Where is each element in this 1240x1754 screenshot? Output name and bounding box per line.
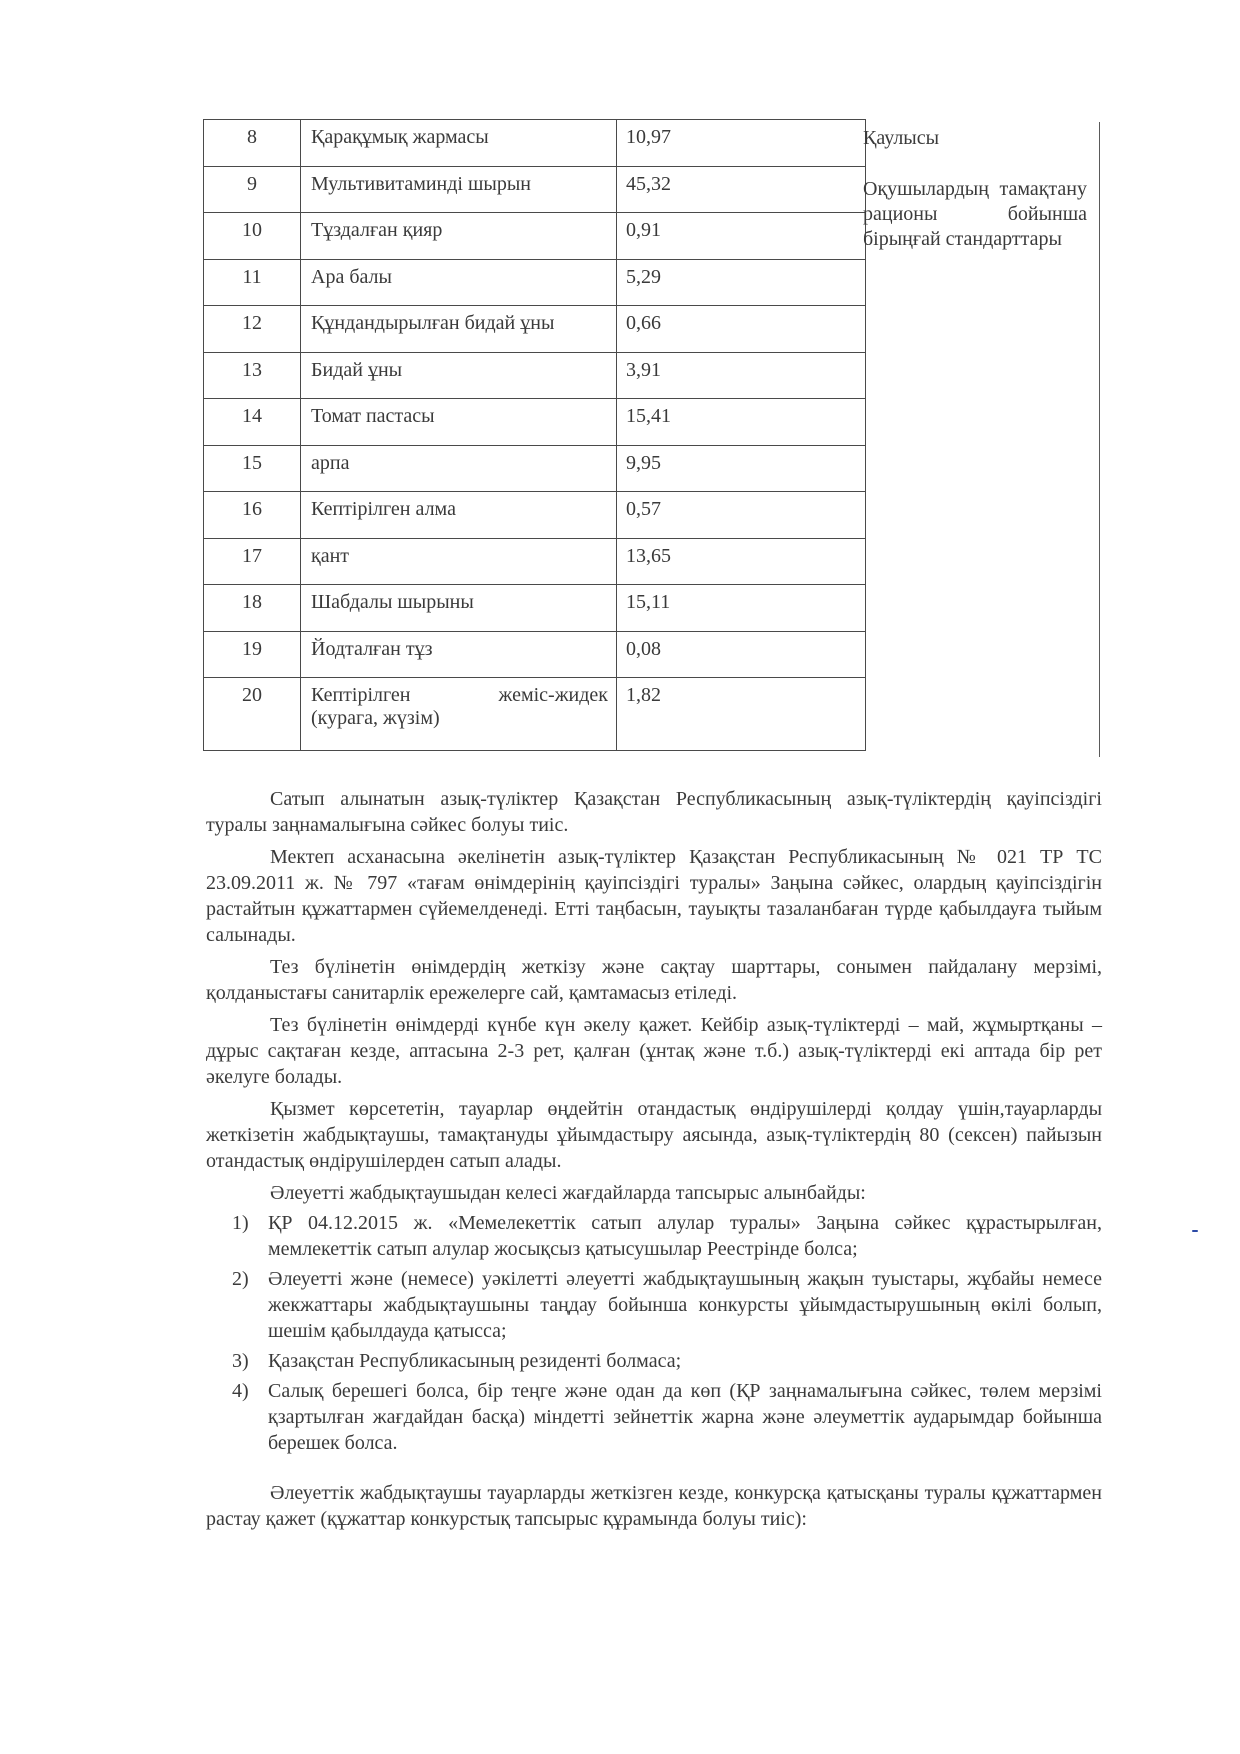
product-value: 13,65 [617,538,866,585]
row-number: 9 [204,166,301,213]
row-number: 11 [204,259,301,306]
table-row [204,213,866,260]
paragraph: Тез бүлінетін өнімдерді күнбе күн әкелу қажет. Кейбір азық-түліктерді – май, жұмыртқаны – дұрыс сақтаған кезде, аптасына 2-3 рет, қалған (ұнтақ және т.б.) азық-түліктерді екі аптада бір рет әкелуге болады. [206,1014,1102,1088]
table-row [204,120,866,167]
product-value: 15,41 [617,399,866,446]
product-name: Қарақұмық жармасы [301,120,617,167]
product-name: қант [301,538,617,585]
product-value: 15,11 [617,585,866,632]
row-number: 20 [204,678,301,751]
row-number: 14 [204,399,301,446]
product-name [301,678,617,751]
product-value: 45,32 [617,166,866,213]
list-marker: 2) [232,1268,249,1290]
list-item [206,1266,1102,1344]
product-name: арпа [301,445,617,492]
table-row [204,259,866,306]
list-item [206,1348,1102,1374]
row-number: 13 [204,352,301,399]
product-value: 10,97 [617,120,866,167]
row-number: 12 [204,306,301,353]
table-row [204,631,866,678]
product-name: Томат пастасы [301,399,617,446]
product-value: 0,66 [617,306,866,353]
row-number: 16 [204,492,301,539]
product-value: 3,91 [617,352,866,399]
table-row [204,352,866,399]
row-number: 17 [204,538,301,585]
paragraph: Сатып алынатын азық-түліктер Қазақстан Республикасының азық-түліктердің қауіпсіздігі туралы заңнамалығына сәйкес болуы тиіс. [206,788,1102,836]
list-marker: 3) [232,1350,249,1372]
product-name: Шабдалы шырыны [301,585,617,632]
list-marker: 1) [232,1212,249,1234]
table-row [204,445,866,492]
table-row [204,538,866,585]
table-row [204,306,866,353]
product-name: Ара балы [301,259,617,306]
product-name: Тұздалған қияр [301,213,617,260]
products-table [203,119,866,751]
document-body [206,786,1102,1538]
scan-speck [1192,1230,1198,1232]
list-text: Қазақстан Республикасының резиденті болмаса; [268,1350,682,1372]
row-number: 18 [204,585,301,632]
paragraph: Мектеп асханасына әкелінетін азық-түліктер Қазақстан Республикасының № 021 ТР ТС 23.09.2011 ж. № 797 «тағам өнімдерінің қауіпсіздігі туралы» Заңына сәйкес, олардың қауіпсіздігін растайтын құжаттармен сүйемелденеді. Етті таңбасын, тауықты тазаланбаған түрде қабылдауға тыйым салынады. [206,846,1102,946]
product-name: Кептірілген алма [301,492,617,539]
row-number: 19 [204,631,301,678]
list-text: Салық берешегі болса, бір теңге және одан да көп (ҚР заңнамалығына сәйкес, төлем мерзімі қзартылған жағдайдан басқа) міндетті зейнеттік жарна және әлеуметтік аударымдар бойынша берешек болса. [268,1380,1102,1454]
row-number: 10 [204,213,301,260]
list-text: Әлеуетті және (немесе) уәкілетті әлеуетті жабдықтаушының жақын туыстары, жұбайы немесе жекжаттары жабдықтаушыны таңдау бойынша конкурсты ұйымдастырушының өкілі болып, шешім қабылдауда қатысса; [268,1268,1102,1342]
product-name: Бидай ұны [301,352,617,399]
table-row [204,585,866,632]
product-name: Йодталған тұз [301,631,617,678]
row-number: 15 [204,445,301,492]
paragraph: Қызмет көрсететін, тауарлар өңдейтін отандастық өндірушілерді қолдау үшін,тауарларды жеткізетін жабдықтаушы, тамақтануды ұйымдастыру аясында, азық-түліктердің 80 (сексен) пайызын отандастық өндірушілерден сатып алады. [206,1098,1102,1172]
table-row [204,492,866,539]
paragraph: Әлеуеттік жабдықтаушы тауарларды жеткізген кезде, конкурсқа қатысқаны туралы құжаттармен растау қажет (құжаттар конкурстық тапсырыс құрамында болуы тиіс): [206,1482,1102,1530]
paragraph: Әлеуетті жабдықтаушыдан келесі жағдайларда тапсырыс алынбайды: [270,1182,866,1204]
list-marker: 4) [232,1380,249,1402]
product-name-line2: (курага, жүзім) [311,707,440,729]
product-value: 0,57 [617,492,866,539]
product-name: Мультивитаминді шырын [301,166,617,213]
product-value: 9,95 [617,445,866,492]
conditions-list [206,1210,1102,1456]
product-name-line1: Кептірілген жеміс-жидек [311,684,608,706]
list-text: ҚР 04.12.2015 ж. «Мемелекеттік сатып алулар туралы» Заңына сәйкес құрастырылған, мемлекеттік сатып алулар жосықсыз қатысушылар Реестрінде болса; [268,1212,1102,1260]
regulation-standard: Оқушылардың тамақтану рационы бойынша бірыңғай стандарттары [863,178,1087,250]
paragraph: Тез бүлінетін өнімдердің жеткізу және сақтау шарттары, сонымен пайдалану мерзімі, қолданыстағы санитарлік ережелерге сай, қамтамасыз етіледі. [206,956,1102,1004]
table-row [204,678,866,751]
list-item [206,1210,1102,1262]
table-row [204,399,866,446]
table-row [204,166,866,213]
product-value: 0,91 [617,213,866,260]
product-value: 5,29 [617,259,866,306]
list-item [206,1378,1102,1456]
row-number: 8 [204,120,301,167]
column-divider [1099,122,1100,757]
regulation-title: Қаулысы [863,127,940,149]
regulation-reference [863,126,1087,252]
product-name: Құндандырылған бидай ұны [301,306,617,353]
product-value: 1,82 [617,678,866,751]
product-value: 0,08 [617,631,866,678]
